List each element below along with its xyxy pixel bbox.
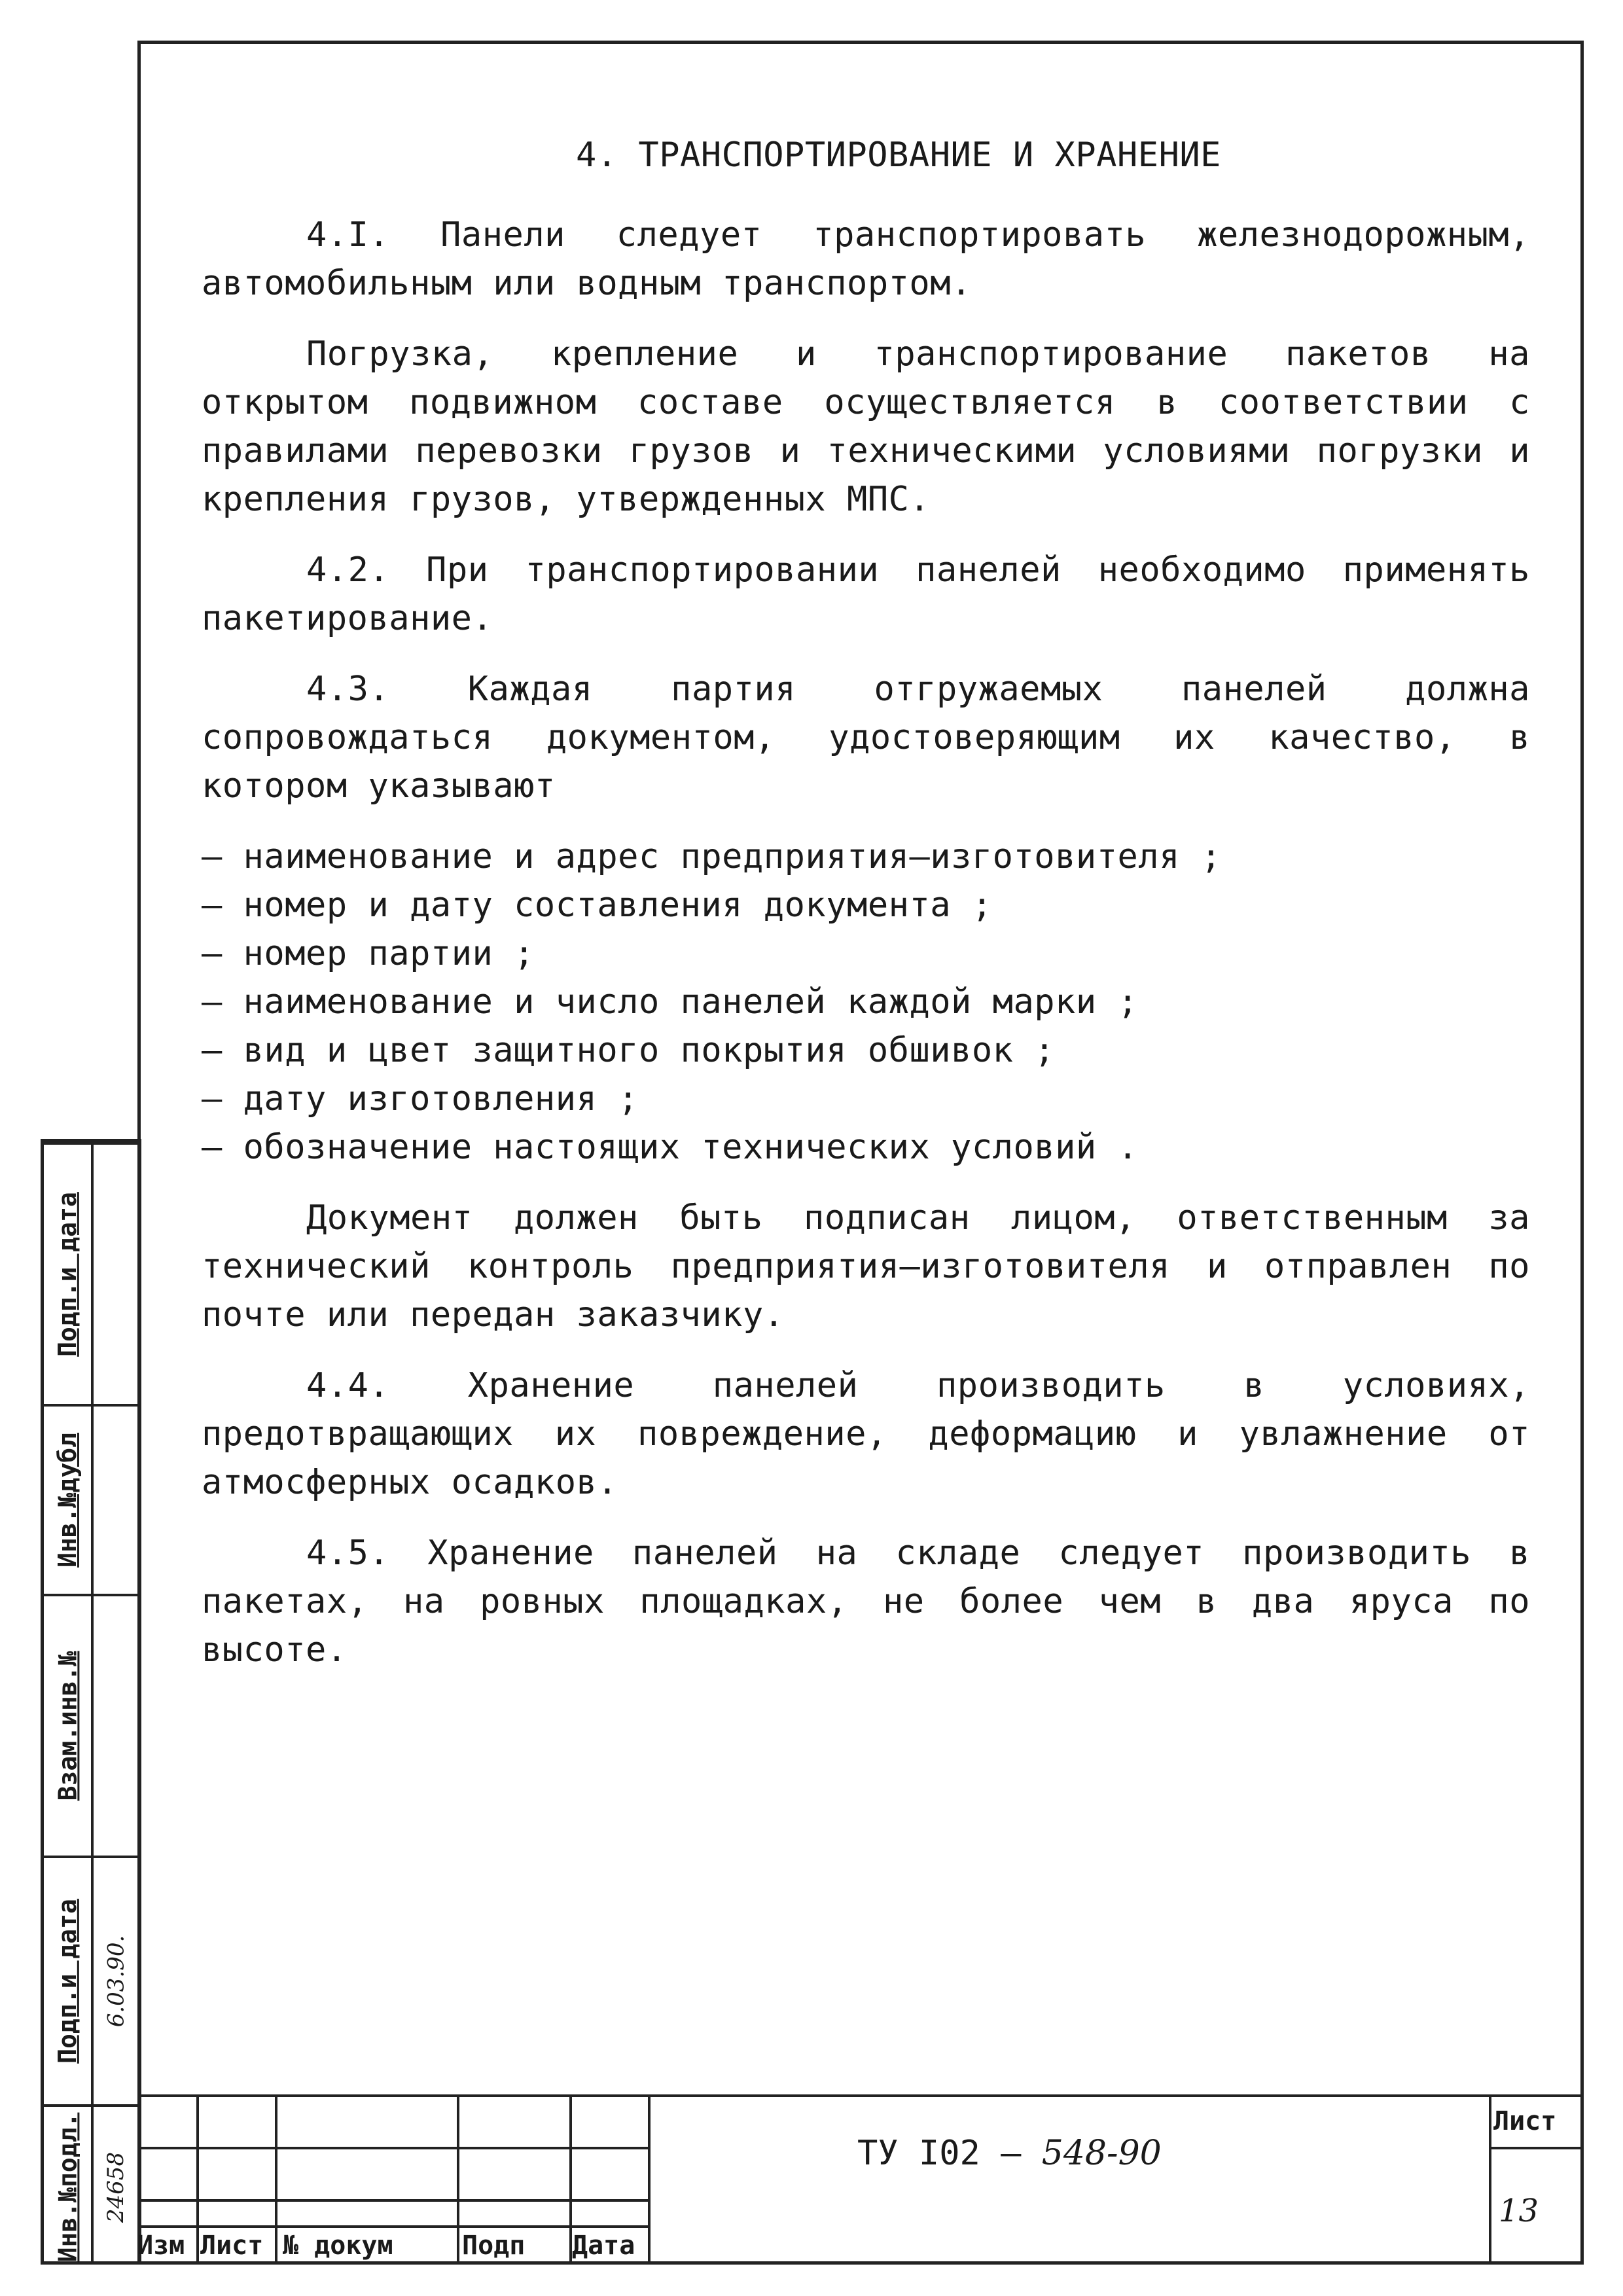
- paragraph-4-4: 4.4. Хранение панелей производить в условиях, предотвращающих их повреждение, деформацию и увлажнение от атмосферных осадков.: [202, 1366, 1530, 1502]
- list-item: – наименование и число панелей каждой марки ;: [202, 978, 1530, 1026]
- side-label: Инв.№подл.: [53, 2112, 82, 2263]
- side-label: Подп.и дата: [53, 1899, 82, 2064]
- side-label: Взам.инв.№: [53, 1651, 82, 1801]
- column-label-sheet: Лист: [200, 2231, 264, 2261]
- column-label-date: Дата: [572, 2231, 635, 2261]
- side-value-inventory-number: 24658: [103, 2151, 130, 2223]
- title-block: [137, 2094, 1584, 2265]
- side-cell-signature-date-2: [44, 1856, 138, 2104]
- side-cell-replacement-number: [44, 1594, 138, 1856]
- list-item: – вид и цвет защитного покрытия обшивок ;: [202, 1026, 1530, 1075]
- side-cell-duplicate-number: [44, 1404, 138, 1594]
- list-item: – наименование и адрес предприятия–изготовителя ;: [202, 833, 1530, 881]
- document-body: [202, 131, 1530, 1674]
- paragraph-4-1: 4.I. Панели следует транспортировать железнодорожным, автомобильным или водным транспортом.: [202, 215, 1530, 303]
- paragraph-4-5: 4.5. Хранение панелей на складе следует производить в пакетах, на ровных площадках, не более чем в два яруса по высоте.: [202, 1534, 1530, 1670]
- side-label: Инв.№дубл: [53, 1433, 82, 1568]
- document-code-prefix: ТУ I02 –: [857, 2134, 1022, 2173]
- paragraph-4-3: 4.3. Каждая партия отгружаемых панелей должна сопровождаться документом, удостоверяющим их качество, в котором указывают: [202, 670, 1530, 806]
- grid-line: [275, 2094, 277, 2265]
- side-value-date: 6.03.90.: [103, 1935, 129, 2028]
- list-item: – дату изготовления ;: [202, 1075, 1530, 1123]
- paragraph-4-2: 4.2. При транспортировании панелей необходимо применять пакетирование.: [202, 550, 1530, 638]
- grid-line: [457, 2094, 459, 2265]
- paragraph-loading: Погрузка, крепление и транспортирование пакетов на открытом подвижном составе осуществляется в соответствии с правилами перевозки грузов и техническими условиями погрузки и крепления грузов, утвержденных МПС.: [202, 334, 1530, 519]
- side-cell-signature-date: [44, 1142, 138, 1404]
- grid-line: [196, 2094, 199, 2265]
- grid-line: [1489, 2147, 1584, 2149]
- list-item: – номер и дату составления документа ;: [202, 881, 1530, 929]
- column-label-document-number: № докум: [283, 2231, 393, 2261]
- title-block-top-line: [137, 2094, 1584, 2097]
- side-strip: [41, 1139, 141, 2265]
- sheet-label: Лист: [1493, 2106, 1557, 2136]
- side-cell-original-number: [44, 2104, 138, 2268]
- grid-line: [648, 2094, 651, 2265]
- sheet-number: 13: [1499, 2193, 1539, 2229]
- document-contents-list: [202, 833, 1530, 1172]
- column-label-signature: Подп: [462, 2231, 526, 2261]
- grid-line: [1489, 2094, 1491, 2265]
- list-item: – обозначение настоящих технических условий .: [202, 1123, 1530, 1172]
- column-label-change: Изм: [137, 2231, 185, 2261]
- document-code: [857, 2134, 1162, 2173]
- list-item: – номер партии ;: [202, 929, 1530, 978]
- paragraph-signature: Документ должен быть подписан лицом, ответственным за технический контроль предприятия–изготовителя и отправлен по почте или передан заказчику.: [202, 1198, 1530, 1335]
- side-label: Подп.и дата: [53, 1192, 82, 1357]
- section-heading: 4. ТРАНСПОРТИРОВАНИЕ И ХРАНЕНИЕ: [575, 135, 1221, 175]
- document-code-handwritten: 548-90: [1041, 2134, 1162, 2173]
